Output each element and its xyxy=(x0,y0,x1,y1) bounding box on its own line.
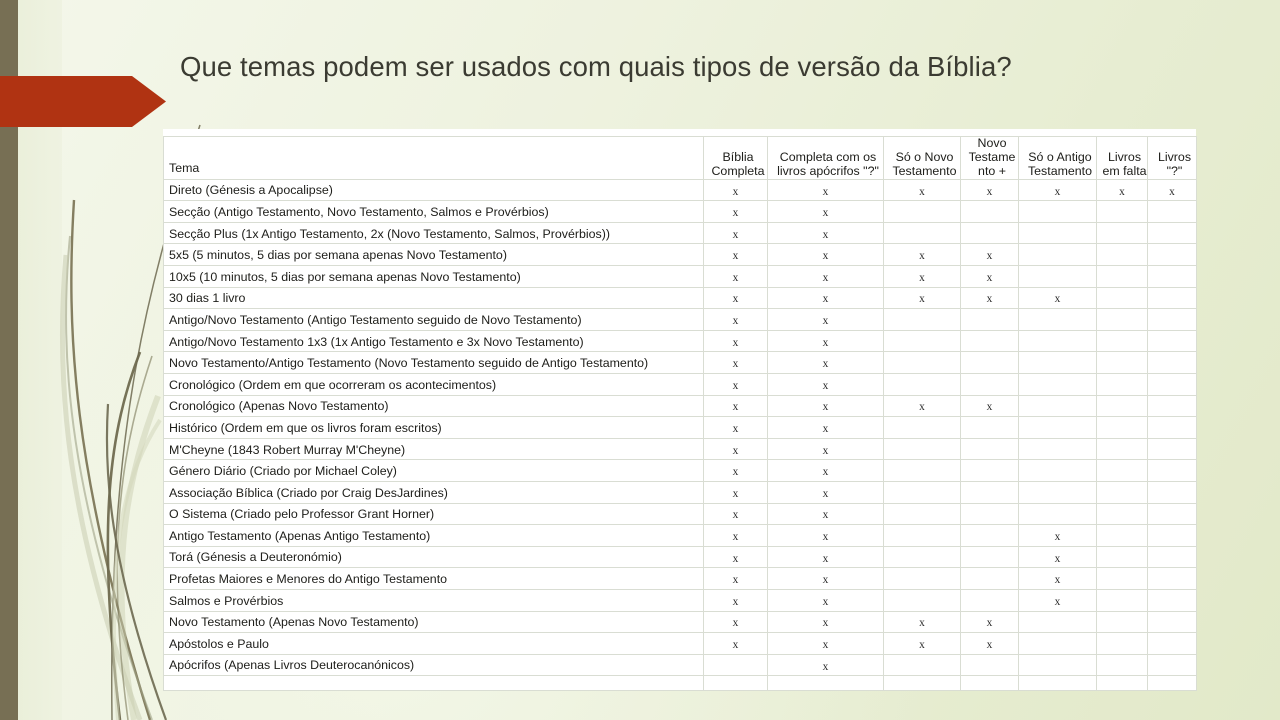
table-cell-mark xyxy=(884,309,961,331)
table-cell-mark: x xyxy=(768,589,884,611)
table-cell-theme: Direto (Génesis a Apocalipse) xyxy=(164,179,704,201)
table-cell-mark: x xyxy=(884,244,961,266)
table-cell-mark xyxy=(1148,460,1197,482)
table-row xyxy=(164,417,1197,439)
col-head-line: "?" xyxy=(1166,163,1183,178)
table-cell-mark xyxy=(1148,568,1197,590)
table-cell-mark xyxy=(1097,395,1148,417)
table-cell-mark xyxy=(961,460,1019,482)
table-cell-mark xyxy=(961,568,1019,590)
table-cell-mark xyxy=(1019,503,1097,525)
table-cell-mark xyxy=(884,352,961,374)
table-cell-mark: x xyxy=(768,503,884,525)
table-row xyxy=(164,438,1197,460)
table-cell-mark: x xyxy=(768,201,884,223)
table-row xyxy=(164,460,1197,482)
column-header-biblia-completa xyxy=(704,137,768,180)
table-cell-mark xyxy=(1148,287,1197,309)
table-cell-mark xyxy=(1097,460,1148,482)
arrow-banner xyxy=(0,76,166,127)
table-cell-theme: 5x5 (5 minutos, 5 dias por semana apenas Novo Testamento) xyxy=(164,244,704,266)
table-cell-mark xyxy=(1019,611,1097,633)
table-cell-mark xyxy=(1097,417,1148,439)
table-cell-mark xyxy=(961,352,1019,374)
table-cell-mark xyxy=(961,481,1019,503)
table-cell-theme: Profetas Maiores e Menores do Antigo Testamento xyxy=(164,568,704,590)
table-cell-mark: x xyxy=(768,460,884,482)
table-cell-mark xyxy=(1097,330,1148,352)
table-cell-mark xyxy=(1097,568,1148,590)
table-cell-mark xyxy=(884,460,961,482)
table-header-row xyxy=(164,137,1197,180)
table-cell-mark: x xyxy=(704,525,768,547)
table-cell-mark xyxy=(884,525,961,547)
table-cell-mark xyxy=(961,654,1019,676)
table-cell-mark xyxy=(1097,633,1148,655)
table-cell-mark xyxy=(1019,395,1097,417)
table-cell-mark: x xyxy=(961,266,1019,288)
table-cell-mark: x xyxy=(768,633,884,655)
table-cell-mark xyxy=(1097,438,1148,460)
table-cell-mark: x xyxy=(704,330,768,352)
table-cell-mark: x xyxy=(768,287,884,309)
table-cell-mark xyxy=(1097,589,1148,611)
table-cell-mark: x xyxy=(704,287,768,309)
table-cell-mark xyxy=(1148,352,1197,374)
table-cell-mark xyxy=(884,589,961,611)
table-row xyxy=(164,503,1197,525)
table-row xyxy=(164,525,1197,547)
table-cell-mark xyxy=(1148,546,1197,568)
table-cell-mark xyxy=(1019,438,1097,460)
table-cell-mark: x xyxy=(1019,546,1097,568)
table-cell-mark: x xyxy=(704,460,768,482)
table-cell-mark xyxy=(884,222,961,244)
table-cell-mark xyxy=(1148,417,1197,439)
table-cell-mark xyxy=(1148,201,1197,223)
table-cell-mark xyxy=(961,525,1019,547)
table-cell-mark: x xyxy=(768,330,884,352)
table-cell-mark xyxy=(1019,309,1097,331)
table-cell-mark: x xyxy=(1097,179,1148,201)
column-header-livros-interrogacao xyxy=(1148,137,1197,180)
table-cell-mark xyxy=(1148,395,1197,417)
table-row xyxy=(164,374,1197,396)
table-cell-mark xyxy=(1148,222,1197,244)
table-cell-mark xyxy=(1148,589,1197,611)
table-cell-mark: x xyxy=(704,438,768,460)
table-cell-mark xyxy=(1019,633,1097,655)
table-cell-mark xyxy=(961,201,1019,223)
table-cell-mark xyxy=(884,568,961,590)
table-row xyxy=(164,330,1197,352)
table-cell-mark: x xyxy=(704,244,768,266)
table-cell-mark: x xyxy=(961,287,1019,309)
table-row xyxy=(164,309,1197,331)
table-cell-mark: x xyxy=(884,287,961,309)
table-cell-mark xyxy=(1019,201,1097,223)
table-cell-mark xyxy=(1019,222,1097,244)
table-cell-mark xyxy=(1148,503,1197,525)
table-cell-mark: x xyxy=(704,309,768,331)
table-row xyxy=(164,481,1197,503)
table-cell-mark: x xyxy=(884,633,961,655)
table-cell-mark: x xyxy=(768,611,884,633)
col-head-line: Bíblia xyxy=(722,149,754,164)
col-head-line: Livros xyxy=(1157,149,1192,164)
table-cell-mark: x xyxy=(704,503,768,525)
table-cell-mark: x xyxy=(884,611,961,633)
table-cell-theme: 30 dias 1 livro xyxy=(164,287,704,309)
table-cell-empty xyxy=(704,676,768,691)
table-cell-theme: Apóstolos e Paulo xyxy=(164,633,704,655)
table-cell-mark xyxy=(1097,287,1148,309)
table-cell-theme: Antigo Testamento (Apenas Antigo Testamento) xyxy=(164,525,704,547)
table-row xyxy=(164,395,1197,417)
table-cell-mark: x xyxy=(768,546,884,568)
table-cell-mark xyxy=(1019,654,1097,676)
col-head-line: Novo xyxy=(977,136,1007,150)
table-cell-mark: x xyxy=(768,654,884,676)
col-head-line: Só o Novo xyxy=(895,149,954,164)
table-row xyxy=(164,352,1197,374)
table-cell-mark: x xyxy=(704,633,768,655)
col-head-line: livros apócrifos "?" xyxy=(777,163,879,178)
table-cell-mark: x xyxy=(768,374,884,396)
table-cell-theme: Apócrifos (Apenas Livros Deuterocanónicos) xyxy=(164,654,704,676)
col-head-line: Completa com os xyxy=(779,149,877,164)
table-cell-mark: x xyxy=(961,395,1019,417)
table-cell-mark xyxy=(1097,201,1148,223)
table-row xyxy=(164,589,1197,611)
col-head-line: nto + xyxy=(978,163,1006,178)
table-cell-theme: Género Diário (Criado por Michael Coley) xyxy=(164,460,704,482)
table-cell-theme: Novo Testamento (Apenas Novo Testamento) xyxy=(164,611,704,633)
table-cell-mark xyxy=(884,374,961,396)
table-cell-mark xyxy=(961,503,1019,525)
table-cell-mark: x xyxy=(1019,525,1097,547)
column-header-livros-em-falta xyxy=(1097,137,1148,180)
table-cell-mark: x xyxy=(768,244,884,266)
table-row xyxy=(164,546,1197,568)
table-cell-mark xyxy=(1148,611,1197,633)
table-cell-mark: x xyxy=(884,179,961,201)
table-cell-empty xyxy=(884,676,961,691)
table-cell-mark: x xyxy=(768,481,884,503)
column-header-theme: Tema xyxy=(164,137,704,180)
col-head-line: Completa xyxy=(711,163,765,178)
table-cell-mark: x xyxy=(768,438,884,460)
table-cell-mark xyxy=(961,374,1019,396)
table-cell-mark: x xyxy=(768,395,884,417)
table-cell-mark: x xyxy=(961,611,1019,633)
table-cell-mark: x xyxy=(704,589,768,611)
table-row xyxy=(164,287,1197,309)
table-row xyxy=(164,179,1197,201)
table-cell-mark xyxy=(1097,374,1148,396)
table-cell-empty xyxy=(961,676,1019,691)
table-cell-mark: x xyxy=(704,266,768,288)
col-head-line: Testamento xyxy=(1027,163,1093,178)
table-cell-mark: x xyxy=(768,568,884,590)
table-cell-mark xyxy=(1097,352,1148,374)
table-cell-mark xyxy=(961,222,1019,244)
table-cell-mark: x xyxy=(704,417,768,439)
col-head-line: em falta xyxy=(1102,163,1147,178)
page-title: Que temas podem ser usados com quais tipos de versão da Bíblia? xyxy=(180,51,1012,83)
table-row xyxy=(164,654,1197,676)
table-cell-theme: Associação Bíblica (Criado por Craig DesJardines) xyxy=(164,481,704,503)
table-cell-theme: Secção Plus (1x Antigo Testamento, 2x (Novo Testamento, Salmos, Provérbios)) xyxy=(164,222,704,244)
col-head-line: Testamento xyxy=(892,163,957,178)
table-cell-mark xyxy=(884,330,961,352)
table-cell-empty xyxy=(1148,676,1197,691)
table-cell-mark xyxy=(1148,654,1197,676)
table-cell-mark: x xyxy=(704,201,768,223)
table-cell-theme: Secção (Antigo Testamento, Novo Testamento, Salmos e Provérbios) xyxy=(164,201,704,223)
table-cell-mark: x xyxy=(961,179,1019,201)
table-cell-mark xyxy=(1097,222,1148,244)
table-cell-theme: Cronológico (Ordem em que ocorreram os acontecimentos) xyxy=(164,374,704,396)
table-cell-mark: x xyxy=(704,352,768,374)
table-cell-mark: x xyxy=(704,546,768,568)
table-cell-mark xyxy=(1019,460,1097,482)
table-cell-mark: x xyxy=(1019,568,1097,590)
table-cell-mark: x xyxy=(768,266,884,288)
table-cell-mark xyxy=(1019,266,1097,288)
table-cell-mark xyxy=(1148,244,1197,266)
table-cell-mark xyxy=(1148,481,1197,503)
table-row xyxy=(164,222,1197,244)
table-cell-theme: M'Cheyne (1843 Robert Murray M'Cheyne) xyxy=(164,438,704,460)
table-cell-mark: x xyxy=(1148,179,1197,201)
table-cell-mark: x xyxy=(768,222,884,244)
table-cell-mark xyxy=(1097,481,1148,503)
table-cell-theme: Antigo/Novo Testamento 1x3 (1x Antigo Testamento e 3x Novo Testamento) xyxy=(164,330,704,352)
table-cell-theme: Cronológico (Apenas Novo Testamento) xyxy=(164,395,704,417)
table-cell-mark xyxy=(1097,546,1148,568)
table-row xyxy=(164,611,1197,633)
column-header-so-antigo-testamento xyxy=(1019,137,1097,180)
table-cell-empty xyxy=(1097,676,1148,691)
table-row xyxy=(164,568,1197,590)
table-cell-mark xyxy=(961,330,1019,352)
table-cell-mark: x xyxy=(704,481,768,503)
table-cell-theme: Histórico (Ordem em que os livros foram escritos) xyxy=(164,417,704,439)
table-cell-mark xyxy=(1097,525,1148,547)
table-body xyxy=(164,179,1197,691)
table-cell-mark: x xyxy=(768,417,884,439)
table-cell-mark xyxy=(884,503,961,525)
table-cell-mark xyxy=(1148,330,1197,352)
table-cell-mark: x xyxy=(768,352,884,374)
column-header-completa-apocrifos xyxy=(768,137,884,180)
table-cell-mark: x xyxy=(704,222,768,244)
table-cell-mark xyxy=(1148,438,1197,460)
table-cell-mark xyxy=(1148,374,1197,396)
table-cell-mark xyxy=(961,438,1019,460)
table-cell-empty xyxy=(1019,676,1097,691)
table-cell-theme: 10x5 (10 minutos, 5 dias por semana apenas Novo Testamento) xyxy=(164,266,704,288)
table-cell-mark xyxy=(884,438,961,460)
table-cell-mark xyxy=(961,417,1019,439)
table-row xyxy=(164,244,1197,266)
table-cell-mark: x xyxy=(768,309,884,331)
table-cell-mark xyxy=(1019,374,1097,396)
table-cell-mark: x xyxy=(961,244,1019,266)
table-cell-mark xyxy=(1097,503,1148,525)
table-cell-mark xyxy=(1019,481,1097,503)
table-filler-row xyxy=(164,676,1197,691)
table-row xyxy=(164,201,1197,223)
table-cell-mark: x xyxy=(1019,179,1097,201)
col-head-line: Só o Antigo xyxy=(1028,149,1092,164)
table-header xyxy=(164,137,1197,180)
table-cell-mark: x xyxy=(704,395,768,417)
table-cell-mark: x xyxy=(884,266,961,288)
table-cell-mark xyxy=(961,309,1019,331)
table-cell-mark xyxy=(884,654,961,676)
table-cell-mark xyxy=(1097,266,1148,288)
table-cell-theme: Salmos e Provérbios xyxy=(164,589,704,611)
col-head-line: Testame xyxy=(968,149,1016,164)
comparison-table xyxy=(163,136,1197,691)
table-row xyxy=(164,266,1197,288)
table-cell-mark xyxy=(1019,352,1097,374)
table-cell-mark: x xyxy=(704,568,768,590)
table-cell-mark xyxy=(1148,525,1197,547)
table-cell-mark: x xyxy=(768,525,884,547)
table-cell-theme: Novo Testamento/Antigo Testamento (Novo Testamento seguido de Antigo Testamento) xyxy=(164,352,704,374)
table-cell-empty xyxy=(768,676,884,691)
table-cell-mark xyxy=(884,481,961,503)
table-cell-mark xyxy=(1019,417,1097,439)
table-cell-mark xyxy=(1019,244,1097,266)
table-cell-mark xyxy=(961,589,1019,611)
table-cell-mark: x xyxy=(704,611,768,633)
table-cell-mark xyxy=(704,654,768,676)
column-header-novo-testamento-plus xyxy=(961,137,1019,180)
table-cell-theme: Antigo/Novo Testamento (Antigo Testamento seguido de Novo Testamento) xyxy=(164,309,704,331)
table-cell-mark xyxy=(961,546,1019,568)
table-row xyxy=(164,633,1197,655)
table-cell-mark xyxy=(1097,654,1148,676)
table-cell-mark: x xyxy=(1019,589,1097,611)
table-cell-mark xyxy=(1097,309,1148,331)
table-cell-theme: O Sistema (Criado pelo Professor Grant Horner) xyxy=(164,503,704,525)
table-cell-mark xyxy=(1148,266,1197,288)
table-cell-mark xyxy=(1019,330,1097,352)
col-head-line: Livros xyxy=(1107,149,1142,164)
table-cell-mark: x xyxy=(1019,287,1097,309)
table-cell-mark: x xyxy=(704,374,768,396)
table-cell-mark: x xyxy=(884,395,961,417)
table-cell-mark xyxy=(1148,309,1197,331)
table-cell-mark xyxy=(884,201,961,223)
column-header-so-novo-testamento xyxy=(884,137,961,180)
table-cell-mark xyxy=(1097,611,1148,633)
table-cell-mark xyxy=(884,546,961,568)
table-cell-empty xyxy=(164,676,704,691)
table-cell-mark: x xyxy=(768,179,884,201)
table-cell-mark: x xyxy=(704,179,768,201)
table-cell-mark xyxy=(1148,633,1197,655)
table-cell-mark: x xyxy=(961,633,1019,655)
table-cell-mark xyxy=(884,417,961,439)
table-cell-theme: Torá (Génesis a Deuteronómio) xyxy=(164,546,704,568)
table-cell-mark xyxy=(1097,244,1148,266)
